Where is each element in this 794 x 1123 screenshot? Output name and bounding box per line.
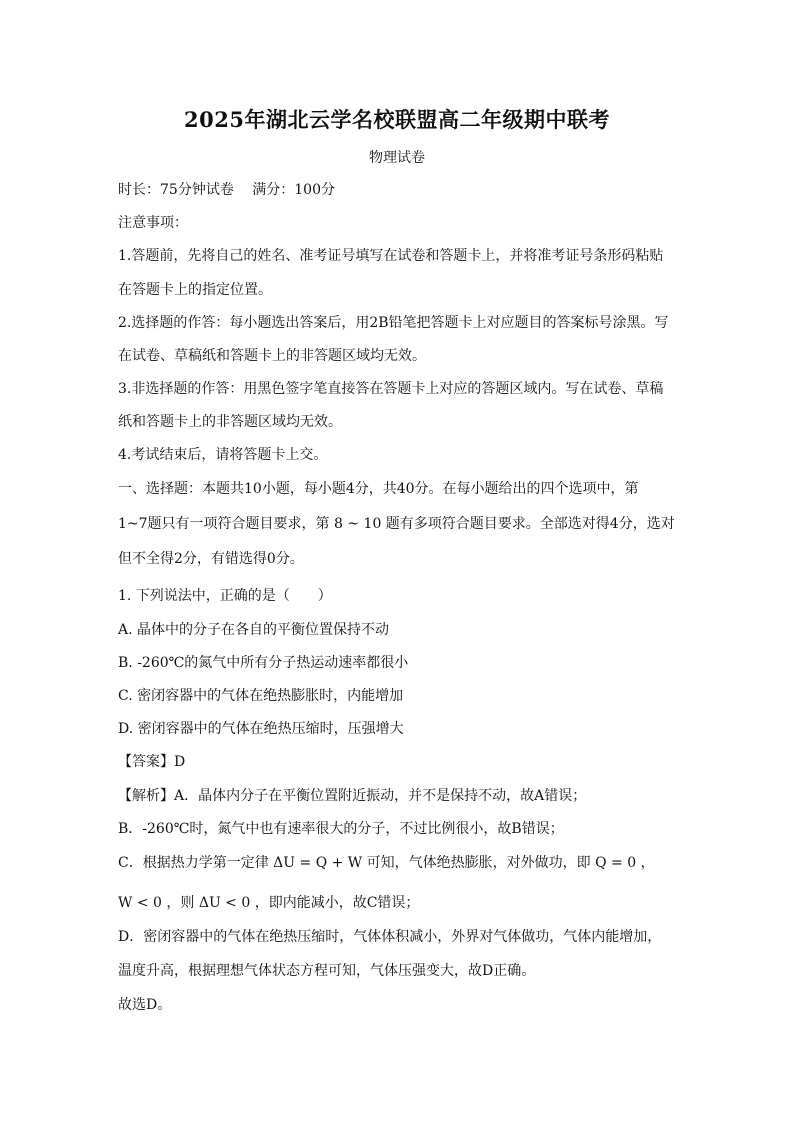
note-2-line-1: 2.选择题的作答：每小题选出答案后，用2B铅笔把答题卡上对应题目的答案标号涂黑。写 xyxy=(118,315,669,331)
analysis-line-4: W < 0 ，则 ΔU < 0 ，即内能减小，故C错误； xyxy=(118,895,420,911)
section-instruction-line-3: 但不全得2分，有错选得0分。 xyxy=(118,551,304,567)
option-a: A. 晶体中的分子在各自的平衡位置保持不动 xyxy=(118,622,390,638)
analysis-conclusion: 故选D。 xyxy=(118,997,172,1013)
option-d: D. 密闭容器中的气体在绝热压缩时，压强增大 xyxy=(118,721,404,737)
section-instruction-line-2: 1~7题只有一项符合题目要求，第 8 ~ 10 题有多项符合题目要求。全部选对得4分，选对 xyxy=(118,516,675,532)
analysis-line-1: 【解析】A．晶体内分子在平衡位置附近振动，并不是保持不动，故A错误； xyxy=(118,788,587,804)
exam-meta: 时长：75分钟试卷 满分：100分 xyxy=(118,182,335,198)
question-1-stem: 1. 下列说法中，正确的是（ ） xyxy=(118,588,332,604)
note-4: 4.考试结束后，请将答题卡上交。 xyxy=(118,447,328,463)
analysis-line-3: C．根据热力学第一定律 ΔU = Q + W 可知，气体绝热膨胀，对外做功，即 Q = 0 ， xyxy=(118,855,655,871)
option-b: B. -260℃的氮气中所有分子热运动速率都很小 xyxy=(118,655,409,671)
exam-title: 2025年湖北云学名校联盟高二年级期中联考 xyxy=(184,107,610,132)
note-1-line-2: 在答题卡上的指定位置。 xyxy=(118,282,272,298)
note-3-line-2: 纸和答题卡上的非答题区域均无效。 xyxy=(118,414,342,430)
option-c: C. 密闭容器中的气体在绝热膨胀时，内能增加 xyxy=(118,688,404,704)
analysis-line-2: B．-260℃时，氮气中也有速率很大的分子，不过比例很小，故B错误； xyxy=(118,821,564,837)
analysis-line-5: D．密闭容器中的气体在绝热压缩时，气体体积减小，外界对气体做功，气体内能增加， xyxy=(118,929,662,945)
note-3-line-1: 3.非选择题的作答：用黑色签字笔直接答在答题卡上对应的答题区域内。写在试卷、草稿 xyxy=(118,381,664,397)
note-1-line-1: 1.答题前，先将自己的姓名、准考证号填写在试卷和答题卡上，并将准考证号条形码粘贴 xyxy=(118,248,664,264)
note-2-line-2: 在试卷、草稿纸和答题卡上的非答题区域均无效。 xyxy=(118,348,426,364)
exam-subtitle: 物理试卷 xyxy=(369,150,425,166)
section-instruction-line-1: 一、选择题：本题共10小题，每小题4分，共40分。在每小题给出的四个选项中，第 xyxy=(118,481,639,497)
answer-line: 【答案】D xyxy=(118,754,186,770)
analysis-line-6: 温度升高，根据理想气体状态方程可知，气体压强变大，故D正确。 xyxy=(118,963,536,979)
notes-heading: 注意事项： xyxy=(118,215,188,231)
